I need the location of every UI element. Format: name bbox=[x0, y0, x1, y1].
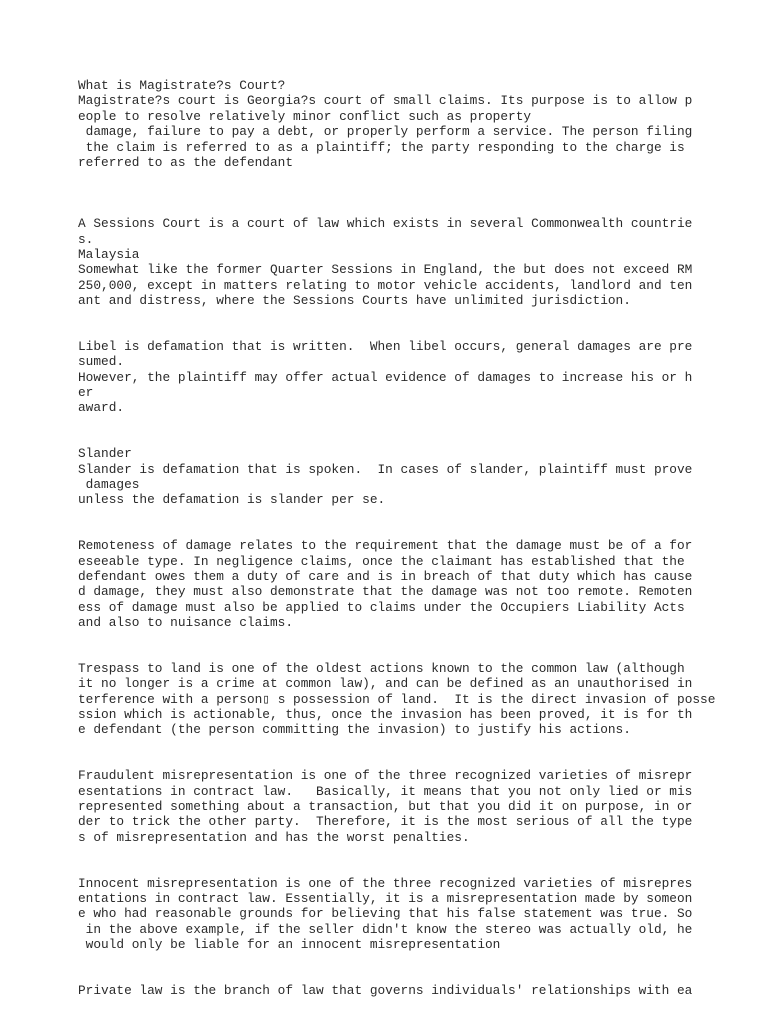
text-line: and also to nuisance claims. bbox=[78, 615, 294, 630]
text-line: entations in contract law. Essentially, it is a misrepresentation made by someon bbox=[78, 891, 693, 906]
heading-malaysia: Malaysia bbox=[78, 247, 140, 262]
text-line: 250,000, except in matters relating to motor vehicle accidents, landlord and ten bbox=[78, 278, 693, 293]
text-line: ess of damage must also be applied to claims under the Occupiers Liability Acts bbox=[78, 600, 685, 615]
text-line: A Sessions Court is a court of law which exists in several Commonwealth countrie bbox=[78, 216, 693, 231]
text-line: would only be liable for an innocent misrepresentation bbox=[78, 937, 501, 952]
text-line: in the above example, if the seller didn't know the stereo was actually old, he bbox=[78, 922, 693, 937]
text-line: d damage, they must also demonstrate that the damage was not too remote. Remoten bbox=[78, 584, 693, 599]
text-line: defendant owes them a duty of care and is in breach of that duty which has cause bbox=[78, 569, 693, 584]
text-line: e defendant (the person committing the invasion) to justify his actions. bbox=[78, 722, 631, 737]
text-line: However, the plaintiff may offer actual evidence of damages to increase his or h bbox=[78, 370, 693, 385]
text-line: Somewhat like the former Quarter Sessions in England, the but does not exceed RM bbox=[78, 262, 693, 277]
text-line: Magistrate?s court is Georgia?s court of small claims. Its purpose is to allow p bbox=[78, 93, 693, 108]
text-line: Slander is defamation that is spoken. In cases of slander, plaintiff must prove bbox=[78, 462, 693, 477]
text-line: referred to as the defendant bbox=[78, 155, 294, 170]
text-line: damages bbox=[78, 477, 140, 492]
text-line: Private law is the branch of law that governs individuals' relationships with ea bbox=[78, 983, 693, 998]
text-line: Remoteness of damage relates to the requirement that the damage must be of a for bbox=[78, 538, 693, 553]
text-line: s of misrepresentation and has the worst penalties. bbox=[78, 830, 470, 845]
text-line: sumed. bbox=[78, 354, 125, 369]
text-line: Trespass to land is one of the oldest actions known to the common law (although bbox=[78, 661, 685, 676]
text-line: der to trick the other party. Therefore, it is the most serious of all the type bbox=[78, 814, 693, 829]
text-line: it no longer is a crime at common law), and can be defined as an unauthorised in bbox=[78, 676, 693, 691]
text-line: e who had reasonable grounds for believing that his false statement was true. So bbox=[78, 906, 693, 921]
text-line: ant and distress, where the Sessions Courts have unlimited jurisdiction. bbox=[78, 293, 631, 308]
text-line: eseeable type. In negligence claims, once the claimant has established that the bbox=[78, 554, 685, 569]
text-line: ssion which is actionable, thus, once the invasion has been proved, it is for th bbox=[78, 707, 693, 722]
text-line: s. bbox=[78, 232, 94, 247]
text-line: er bbox=[78, 385, 94, 400]
text-line: award. bbox=[78, 400, 125, 415]
text-line: unless the defamation is slander per se. bbox=[78, 492, 386, 507]
text-line: Fraudulent misrepresentation is one of the three recognized varieties of misrepr bbox=[78, 768, 693, 783]
text-line: esentations in contract law. Basically, it means that you not only lied or mis bbox=[78, 784, 693, 799]
heading-magistrates-court: What is Magistrate?s Court? bbox=[78, 78, 286, 93]
text-line: Libel is defamation that is written. When libel occurs, general damages are pre bbox=[78, 339, 693, 354]
text-line: Innocent misrepresentation is one of the three recognized varieties of misrepres bbox=[78, 876, 693, 891]
text-line: damage, failure to pay a debt, or properly perform a service. The person filing bbox=[78, 124, 693, 139]
text-line: represented something about a transaction, but that you did it on purpose, in or bbox=[78, 799, 693, 814]
text-line: the claim is referred to as a plaintiff; the party responding to the charge is bbox=[78, 140, 685, 155]
heading-slander: Slander bbox=[78, 446, 132, 461]
text-line: terference with a person▯ s possession of land. It is the direct invasion of posse bbox=[78, 692, 716, 707]
text-line: eople to resolve relatively minor conflict such as property bbox=[78, 109, 532, 124]
